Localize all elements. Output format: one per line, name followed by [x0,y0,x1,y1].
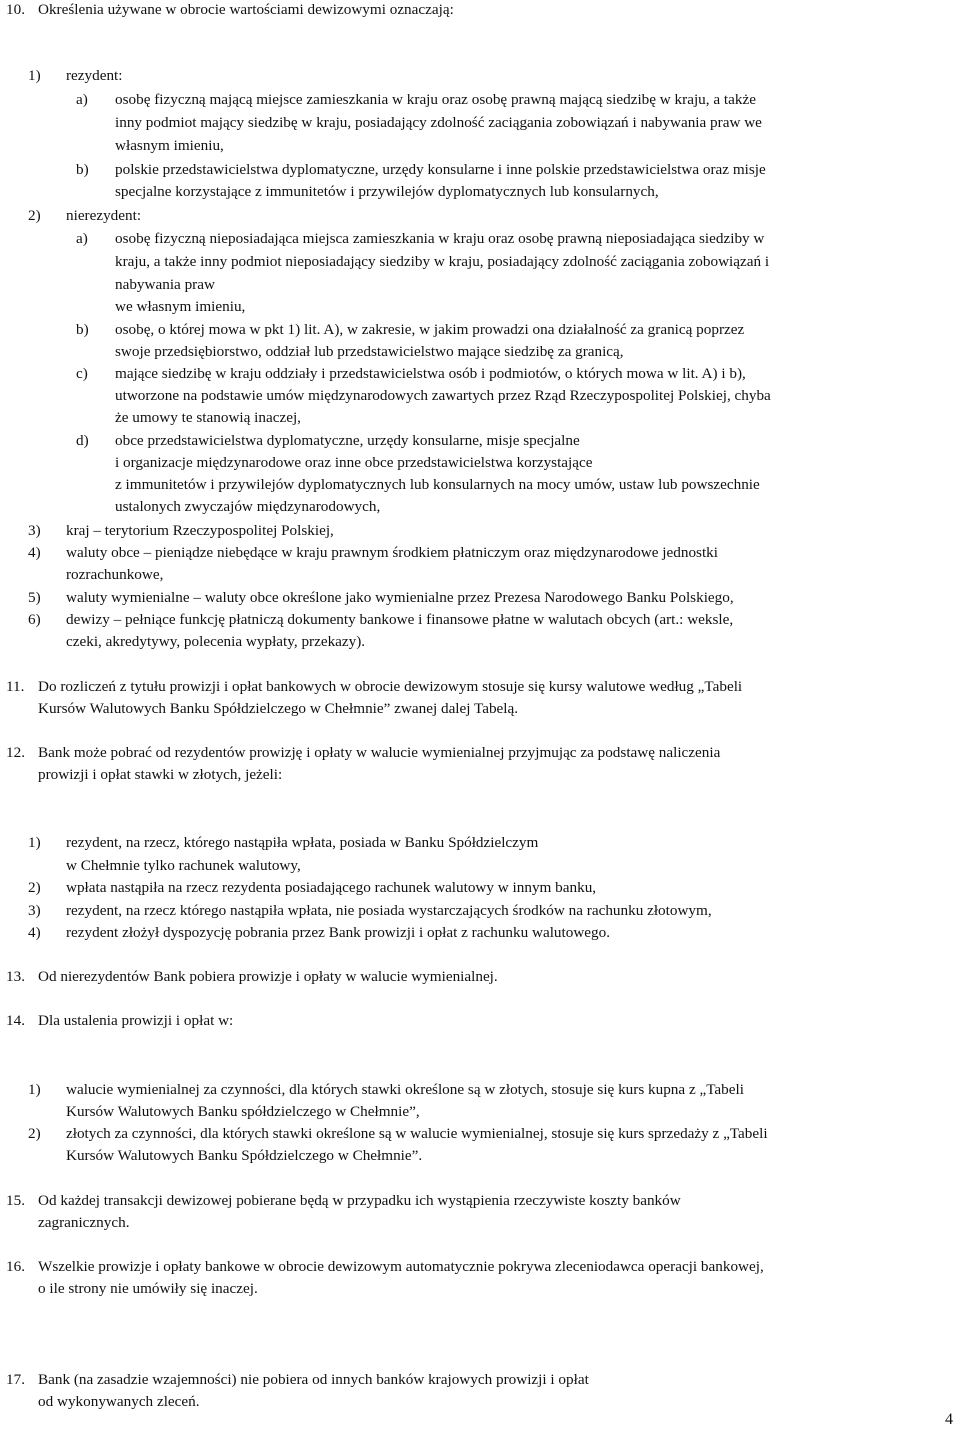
item-text: nierezydent: [66,207,142,224]
text-line: utworzone na podstawie umów międzynarodowych zawartych przez Rząd Rzeczypospolitej Polskiej, chyba [115,387,771,404]
section-number: 12. [6,744,25,761]
section-number: 14. [6,1012,25,1029]
item-number: 1) [28,67,41,84]
text-line: Kursów Walutowych Banku Spółdzielczego w Chełmnie” zwanej dalej Tabelą. [38,700,519,717]
text-line: mające siedzibę w kraju oddziały i przedstawicielstwa osób i podmiotów, o których mowa w lit. A) i b), [115,365,746,382]
text-line: waluty obce – pieniądze niebędące w kraju prawnym środkiem płatniczym oraz międzynarodowe jednostki [66,544,718,561]
section-heading: Określenia używane w obrocie wartościami dewizowymi oznaczają: [38,1,454,18]
text-line: walucie wymienialnej za czynności, dla których stawki określone są w złotych, stosuje się kurs kupna z „Tabeli [66,1081,744,1098]
text-line: kraju, a także inny podmiot nieposiadający siedziby w kraju, posiadający zdolność zaciągania zobowiązań i [115,253,770,270]
item-text: rezydent: [66,67,123,84]
text-line: rezydent, na rzecz którego nastąpiła wpłata, nie posiada wystarczających środków na rachunku złotowym, [66,902,712,919]
item-number: 3) [28,522,41,539]
text-line: Do rozliczeń z tytułu prowizji i opłat bankowych w obrocie dewizowym stosuje się kursy walutowe według „Tabeli [38,678,743,695]
section-number: 11. [6,678,25,695]
item-number: 6) [28,611,41,628]
text-line: rozrachunkowe, [66,566,164,583]
text-line: Wszelkie prowizje i opłaty bankowe w obrocie dewizowym automatycznie pokrywa zleceniodawca operacji bankowej, [38,1258,764,1275]
subitem-letter: d) [76,432,89,449]
text-line: Od nierezydentów Bank pobiera prowizje i opłaty w walucie wymienialnej. [38,968,498,985]
text-line: od wykonywanych zleceń. [38,1393,200,1410]
text-line: osobę, o której mowa w pkt 1) lit. A), w zakresie, w jakim prowadzi ona działalność za granicą poprzez [115,321,745,338]
text-line: osobę fizyczną mającą miejsce zamieszkania w kraju oraz osobę prawną mającą siedzibę w kraju, a także [115,91,756,108]
text-line: Bank (na zasadzie wzajemności) nie pobiera od innych banków krajowych prowizji i opłat [38,1371,589,1388]
text-line: w Chełmnie tylko rachunek walutowy, [66,857,301,874]
text-line: obce przedstawicielstwa dyplomatyczne, urzędy konsularne, misje specjalne [115,432,580,449]
text-line: rezydent, na rzecz, którego nastąpiła wpłata, posiada w Banku Spółdzielczym [66,834,539,851]
text-line: o ile strony nie umówiły się inaczej. [38,1280,258,1297]
text-line: że umowy te stanowią inaczej, [115,409,301,426]
text-line: swoje przedsiębiorstwo, oddział lub przedstawicielstwo mające siedzibę za granicą, [115,343,624,360]
text-line: Dla ustalenia prowizji i opłat w: [38,1012,234,1029]
item-number: 4) [28,544,41,561]
section-number: 16. [6,1258,25,1275]
item-number: 1) [28,834,41,851]
item-number: 1) [28,1081,41,1098]
item-number: 4) [28,924,41,941]
text-line: prowizji i opłat stawki w złotych, jeżeli: [38,766,283,783]
item-number: 2) [28,207,41,224]
subitem-letter: b) [76,161,89,178]
subitem-letter: b) [76,321,89,338]
item-number: 2) [28,1125,41,1142]
text-line: z immunitetów i przywilejów dyplomatycznych lub konsularnych na mocy umów, ustaw lub powszechnie [115,476,760,493]
text-line: rezydent złożył dyspozycję pobrania przez Bank prowizji i opłat z rachunku walutowego. [66,924,611,941]
item-number: 5) [28,589,41,606]
text-line: własnym imieniu, [115,137,224,154]
text-line: dewizy – pełniące funkcję płatniczą dokumenty bankowe i finansowe płatne w walutach obcych (art.: weksle, [66,611,734,628]
text-line: zagranicznych. [38,1214,130,1231]
subitem-letter: a) [76,230,88,247]
text-line: Kursów Walutowych Banku Spółdzielczego w Chełmnie”. [66,1147,423,1164]
text-line: czeki, akredytywy, polecenia wypłaty, przekazy). [66,633,366,650]
text-line: polskie przedstawicielstwa dyplomatyczne, urzędy konsularne i inne polskie przedstawicielstwa oraz misje [115,161,766,178]
item-number: 2) [28,879,41,896]
page-number: 4 [945,1411,953,1428]
text-line: we własnym imieniu, [115,298,246,315]
text-line: kraj – terytorium Rzeczypospolitej Polskiej, [66,522,334,539]
subitem-letter: a) [76,91,88,108]
text-line: osobę fizyczną nieposiadająca miejsca zamieszkania w kraju oraz osobę prawną nieposiadająca siedziby w [115,230,765,247]
section-number: 17. [6,1371,25,1388]
text-line: Kursów Walutowych Banku spółdzielczego w Chełmnie”, [66,1103,420,1120]
text-line: i organizacje międzynarodowe oraz inne obce przedstawicielstwa korzystające [115,454,593,471]
item-number: 3) [28,902,41,919]
text-line: waluty wymienialne – waluty obce określone jako wymienialne przez Prezesa Narodowego Banku Polskiego, [66,589,734,606]
text-line: inny podmiot mający siedzibę w kraju, posiadający zdolność zaciągania zobowiązań i nabywania praw we [115,114,762,131]
text-line: ustalonych zwyczajów międzynarodowych, [115,498,381,515]
subitem-letter: c) [76,365,88,382]
text-line: Od każdej transakcji dewizowej pobierane będą w przypadku ich wystąpienia rzeczywiste koszty banków [38,1192,681,1209]
section-number: 10. [6,1,25,18]
text-line: wpłata nastąpiła na rzecz rezydenta posiadającego rachunek walutowy w innym banku, [66,879,597,896]
section-number: 13. [6,968,25,985]
text-line: Bank może pobrać od rezydentów prowizję i opłaty w walucie wymienialnej przyjmując za podstawę naliczenia [38,744,721,761]
text-line: specjalne korzystające z immunitetów i przywilejów dyplomatycznych lub konsularnych, [115,183,659,200]
text-line: nabywania praw [115,276,215,293]
section-number: 15. [6,1192,25,1209]
text-line: złotych za czynności, dla których stawki określone są w walucie wymienialnej, stosuje się kurs sprzedaży z „Tabeli [66,1125,768,1142]
